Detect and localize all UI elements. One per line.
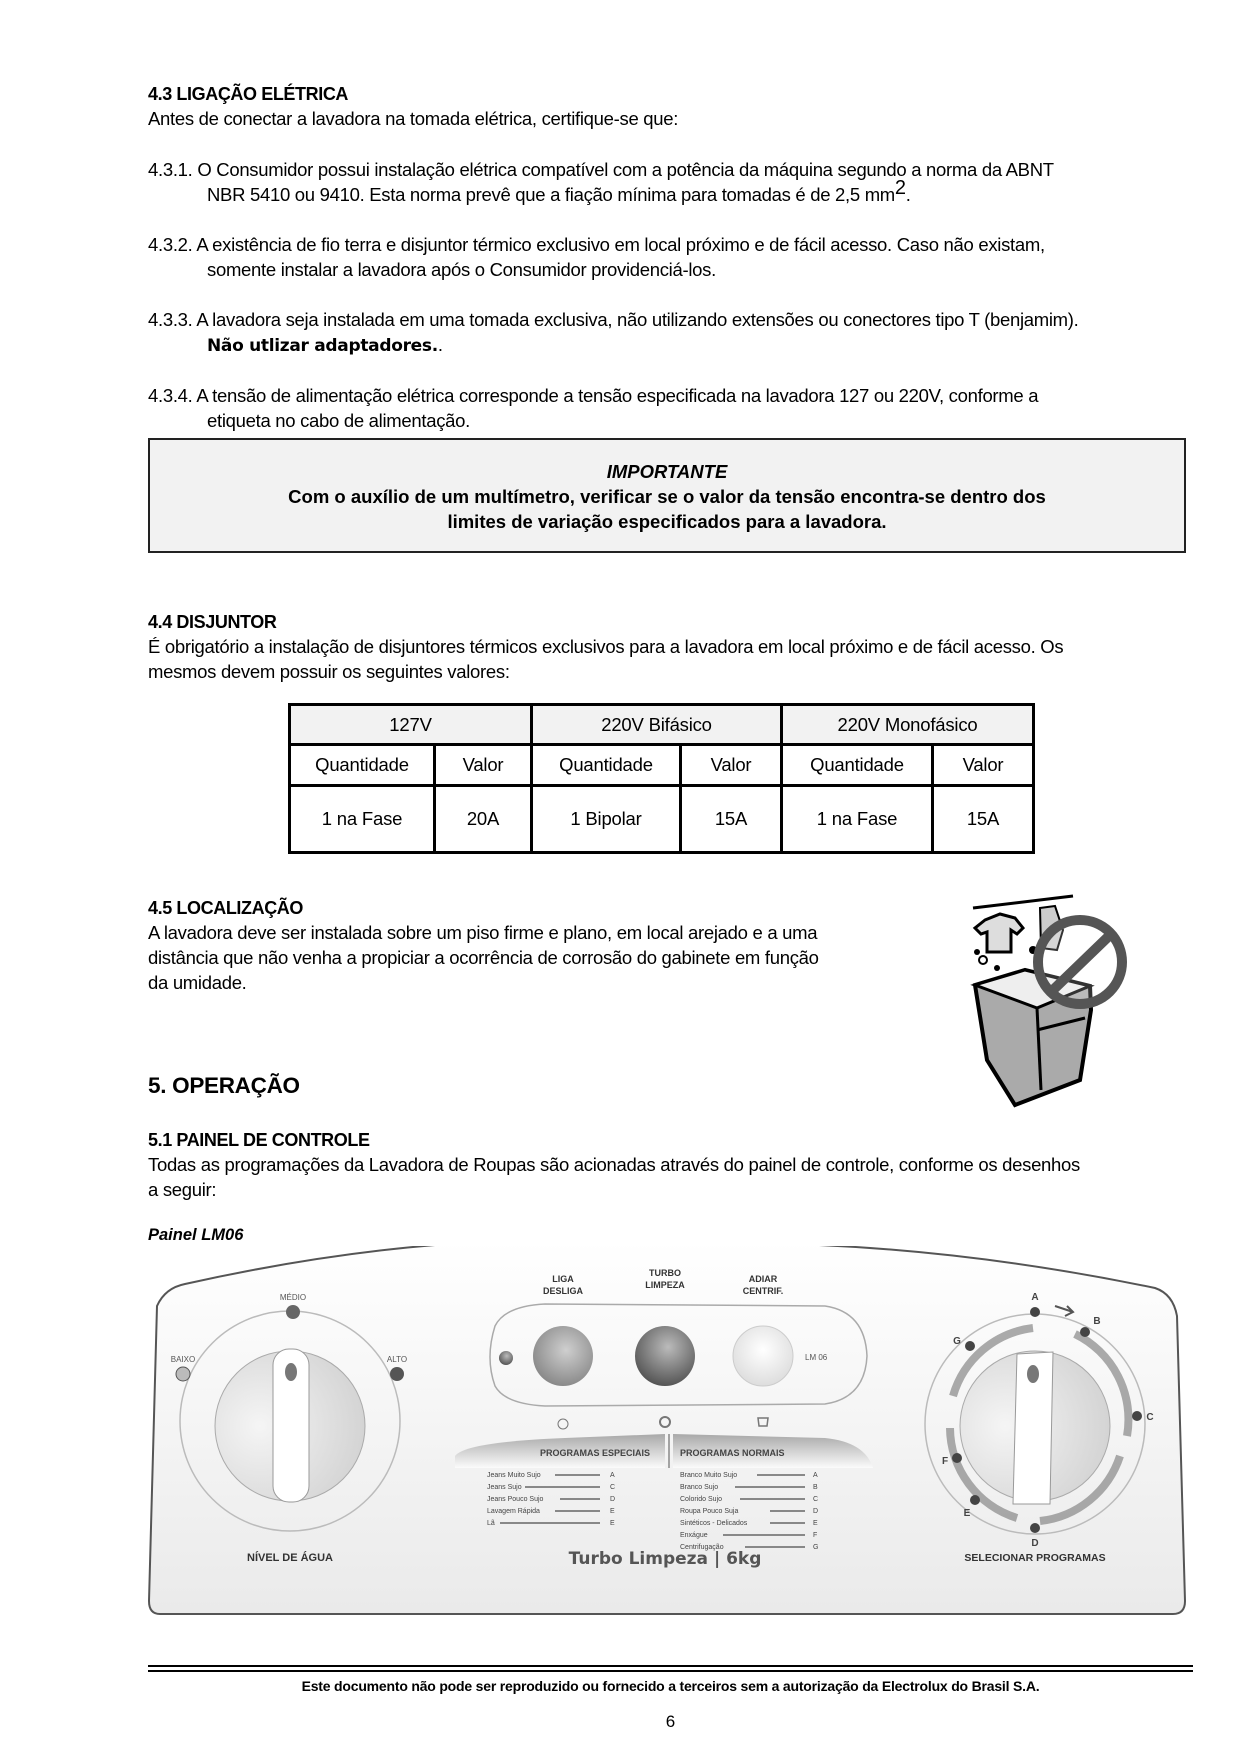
section-heading-4-3: 4.3 LIGAÇÃO ELÉTRICA — [148, 84, 349, 104]
table-subheader: Quantidade — [782, 745, 933, 786]
table-cell: 15A — [933, 786, 1034, 853]
button-label: LIMPEZA — [645, 1280, 685, 1290]
warning-bold-text: Não utlizar adaptadores. — [207, 336, 438, 356]
button-label: ADIAR — [748, 1274, 778, 1284]
superscript: 2 — [894, 176, 906, 199]
table-subheader: Quantidade — [290, 745, 435, 786]
program-position: E — [610, 1520, 615, 1527]
section-heading-4-4: 4.4 DISJUNTOR — [148, 612, 277, 632]
program-position: C — [813, 1496, 819, 1503]
item-number: 4.3.4. — [148, 385, 193, 406]
program-item: Enxágue — [680, 1532, 708, 1539]
important-line-2: limites de variação especificados para a lavadora. — [447, 511, 887, 532]
program-item: Roupa Pouco Suja — [680, 1508, 739, 1515]
special-programs-title: PROGRAMAS ESPECIAIS — [539, 1448, 650, 1458]
paragraph-line: a seguir: — [148, 1179, 217, 1200]
program-position: F — [813, 1532, 818, 1539]
program-item: Jeans Sujo — [487, 1484, 522, 1491]
section-heading-5: 5. OPERAÇÃO — [148, 1073, 300, 1098]
program-item: Branco Sujo — [680, 1484, 719, 1491]
table-subheader: Valor — [681, 745, 782, 786]
program-position: C — [610, 1484, 616, 1491]
water-level-label: NÍVEL DE ÁGUA — [247, 1552, 333, 1564]
table-group-header: 220V Monofásico — [782, 705, 1034, 745]
paragraph-line: Todas as programações da Lavadora de Roupas são acionadas através do painel de controle, conforme os desenhos — [148, 1154, 1080, 1175]
button-label: DESLIGA — [542, 1286, 584, 1296]
program-item: Centrifugação — [680, 1544, 724, 1551]
washer-prohibited-icon — [945, 890, 1145, 1115]
important-title: IMPORTANTE — [606, 461, 728, 482]
water-level-option: MÉDIO — [279, 1293, 307, 1302]
paragraph-line: mesmos devem possuir os seguintes valores: — [148, 661, 510, 682]
item-text: O Consumidor possui instalação elétrica compatível com a potência da máquina segundo a norma da ABNT — [197, 159, 1054, 180]
table-cell: 1 na Fase — [290, 786, 435, 853]
list-item-4-3-2 — [148, 232, 1193, 282]
program-selector-position: G — [953, 1336, 961, 1347]
button-label: CENTRIF. — [742, 1286, 784, 1296]
table-cell: 1 na Fase — [782, 786, 933, 853]
svg-text:Turbo Limpeza | 6kg: Turbo Limpeza | 6kg — [568, 1549, 762, 1569]
program-item: Lavagem Rápida — [487, 1508, 540, 1515]
list-item-4-3-3 — [148, 307, 1193, 359]
item-number: 4.3.3. — [148, 309, 193, 330]
paragraph-line: A lavadora deve ser instalada sobre um piso firme e plano, em local arejado e a uma — [148, 922, 818, 943]
table-cell: 20A — [435, 786, 532, 853]
program-position: E — [813, 1520, 818, 1527]
table-subheader: Valor — [435, 745, 532, 786]
section-heading-5-1: 5.1 PAINEL DE CONTROLE — [148, 1130, 370, 1150]
item-number: 4.3.1. — [148, 159, 193, 180]
program-position: A — [610, 1472, 615, 1479]
program-selector-position: B — [1093, 1316, 1101, 1327]
item-text-cont: etiqueta no cabo de alimentação. — [207, 410, 470, 431]
item-text: A existência de fio terra e disjuntor térmico exclusivo em local próximo e de fácil acesso. Caso não existam, — [196, 234, 1045, 255]
item-number: 4.3.2. — [148, 234, 193, 255]
footer-divider — [148, 1665, 1193, 1667]
model-label: LM 06 — [805, 1353, 828, 1362]
button-label: TURBO — [649, 1268, 681, 1278]
list-item-4-3-1 — [148, 157, 1193, 207]
program-item: Jeans Pouco Sujo — [487, 1496, 544, 1503]
table-row — [290, 786, 1034, 853]
section-heading-4-5: 4.5 LOCALIZAÇÃO — [148, 898, 304, 918]
important-line-1: Com o auxílio de um multímetro, verificar se o valor da tensão encontra-se dentro dos — [288, 486, 1046, 507]
program-item: Jeans Muito Sujo — [487, 1472, 541, 1479]
water-level-option: ALTO — [386, 1355, 408, 1364]
paragraph-line: distância que não venha a propiciar a ocorrência de corrosão do gabinete em função — [148, 947, 819, 968]
breaker-table — [288, 703, 1035, 854]
brand-label: Turbo Limpeza — [568, 1549, 709, 1569]
program-position: D — [813, 1508, 819, 1515]
item-text: A lavadora seja instalada em uma tomada exclusiva, não utilizando extensões ou conectores tipo T (benjamim). — [196, 309, 1079, 330]
punctuation: . — [905, 184, 911, 205]
table-group-header: 220V Bifásico — [532, 705, 782, 745]
list-item-4-3-4 — [148, 383, 1193, 433]
program-selector-position: A — [1031, 1292, 1039, 1303]
panel-caption: Painel LM06 — [148, 1226, 244, 1244]
punctuation: . — [437, 334, 443, 355]
table-group-header: 127V — [290, 705, 532, 745]
program-position: G — [813, 1544, 819, 1551]
item-text-cont: NBR 5410 ou 9410. Esta norma prevê que a fiação mínima para tomadas é de 2,5 mm — [207, 184, 895, 205]
program-item: Sintéticos - Delicados — [680, 1520, 748, 1527]
program-position: A — [813, 1472, 818, 1479]
footer-notice: Este documento não pode ser reproduzido ou fornecido a terceiros sem a autorização da Electrolux do Brasil S.A. — [301, 1678, 1040, 1694]
table-cell: 1 Bipolar — [532, 786, 681, 853]
page-number: 6 — [665, 1712, 676, 1731]
paragraph-line: da umidade. — [148, 972, 247, 993]
program-position: D — [610, 1496, 616, 1503]
water-level-option: BAIXO — [170, 1355, 196, 1364]
normal-programs-title: PROGRAMAS NORMAIS — [680, 1448, 785, 1458]
program-item: Colorido Sujo — [680, 1496, 723, 1503]
program-selector-position: E — [963, 1508, 971, 1519]
program-item: Branco Muito Sujo — [680, 1472, 738, 1479]
program-selector-label: SELECIONAR PROGRAMAS — [964, 1552, 1106, 1564]
important-notice-box — [148, 438, 1186, 553]
program-position: E — [610, 1508, 615, 1515]
table-subheader: Quantidade — [532, 745, 681, 786]
program-selector-position: D — [1031, 1538, 1039, 1549]
button-label: LIGA — [552, 1274, 574, 1284]
item-text-cont: somente instalar a lavadora após o Consumidor providenciá-los. — [207, 259, 716, 280]
section-intro: Antes de conectar a lavadora na tomada elétrica, certifique-se que: — [148, 108, 679, 129]
control-panel-diagram — [145, 1246, 1190, 1631]
program-selector-position: F — [941, 1456, 949, 1467]
table-subheader: Valor — [933, 745, 1034, 786]
item-text: A tensão de alimentação elétrica corresponde a tensão especificada na lavadora 127 ou 220V, conforme a — [196, 385, 1039, 406]
capacity-label: 6kg — [726, 1549, 762, 1569]
paragraph-line: É obrigatório a instalação de disjuntores térmicos exclusivos para a lavadora em local próximo e de fácil acesso. Os — [148, 636, 1064, 657]
program-selector-position: C — [1146, 1412, 1154, 1423]
program-item: Lã — [487, 1520, 495, 1527]
table-cell: 15A — [681, 786, 782, 853]
footer-divider — [148, 1670, 1193, 1672]
program-position: B — [813, 1484, 818, 1491]
